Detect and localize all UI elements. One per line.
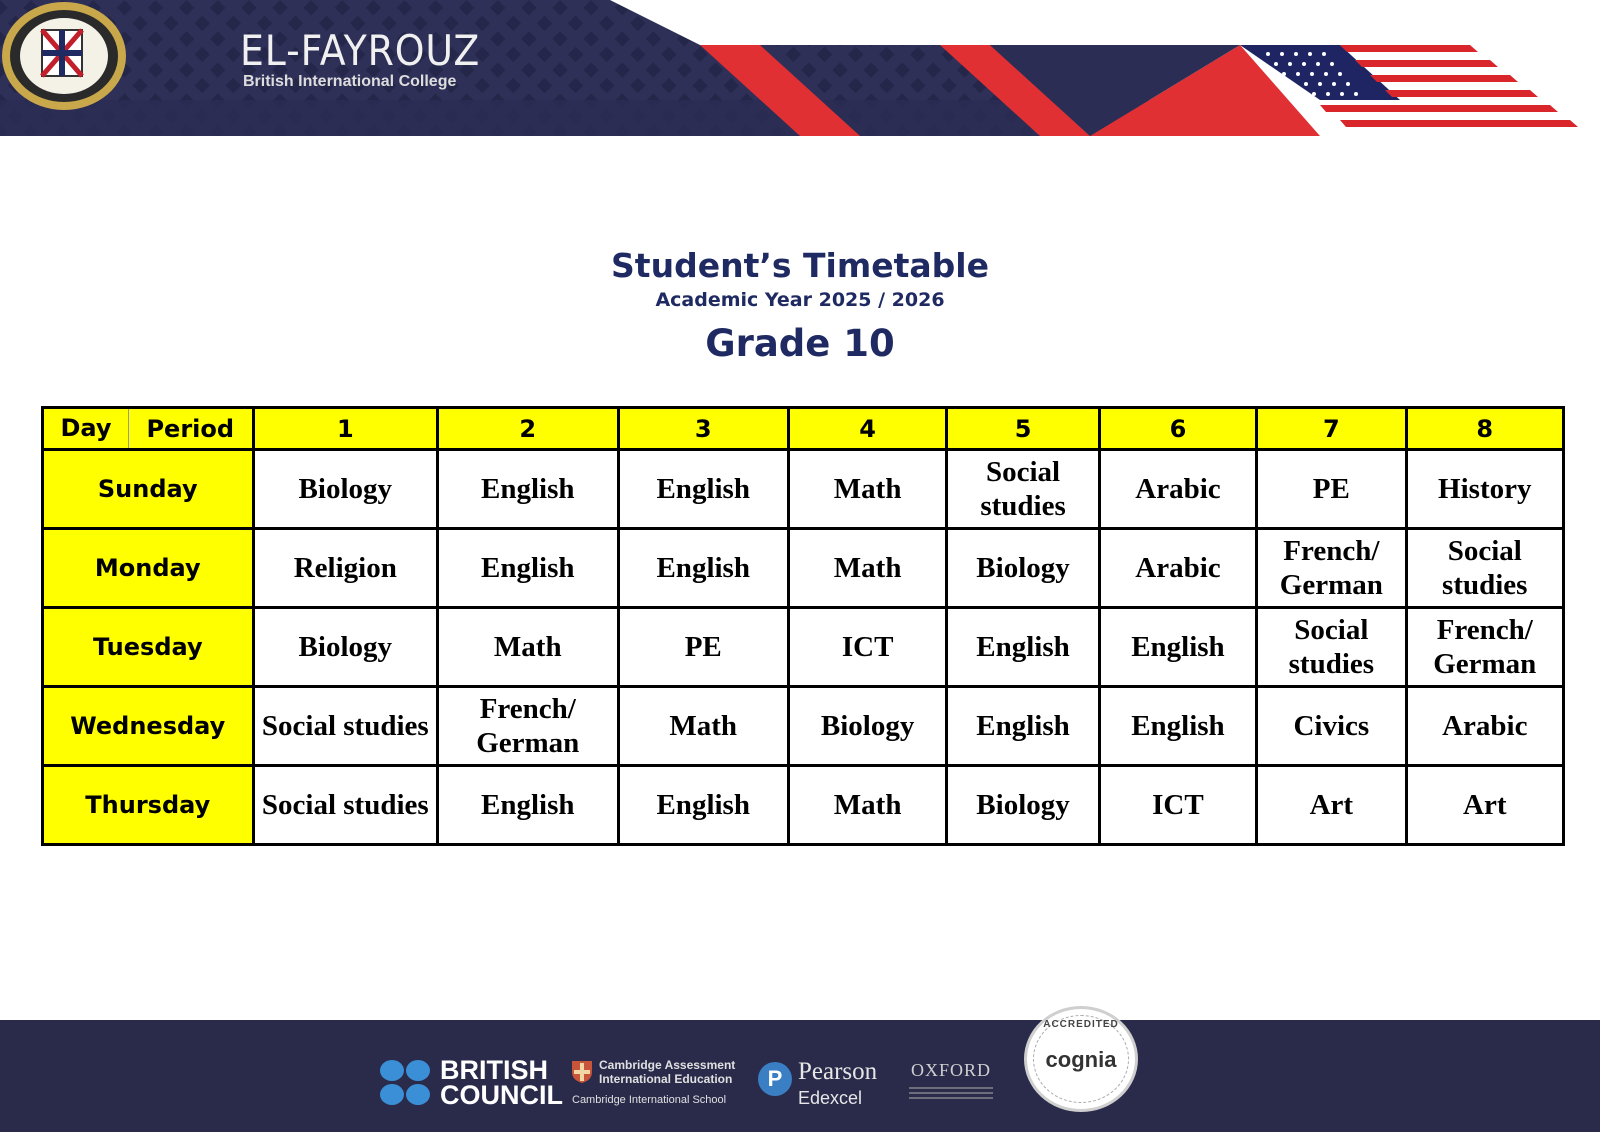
subject-cell: Civics	[1257, 687, 1406, 766]
subject-cell: Math	[618, 687, 788, 766]
oxford-name: OXFORD	[910, 1060, 991, 1080]
table-row	[43, 687, 1564, 766]
brand-subtitle: British International College	[243, 73, 457, 90]
oxford-logo	[904, 1060, 998, 1101]
subject-cell: Arabic	[1099, 529, 1256, 608]
brand-name: EL-FAYROUZ	[240, 26, 481, 75]
subject-cell: Social studies	[253, 687, 437, 766]
subject-cell: Social studies	[1257, 608, 1406, 687]
british-council-line1: BRITISH	[440, 1055, 548, 1085]
table-row	[43, 766, 1564, 845]
pearson-sub: Edexcel	[798, 1088, 863, 1108]
subject-cell: Biology	[947, 529, 1099, 608]
subject-cell: Arabic	[1099, 450, 1256, 529]
header-banner	[0, 0, 1600, 136]
subject-cell: French/ German	[438, 687, 618, 766]
subject-cell: English	[947, 687, 1099, 766]
subject-cell: Math	[788, 766, 946, 845]
subject-cell: French/ German	[1406, 608, 1563, 687]
british-council-line2: COUNCIL	[440, 1080, 563, 1110]
subject-cell: PE	[1257, 450, 1406, 529]
oxford-subtext-graphic	[909, 1087, 993, 1101]
period-header-6: 6	[1099, 408, 1256, 450]
academic-year: Academic Year 2025 / 2026	[655, 289, 945, 311]
subject-cell: Art	[1257, 766, 1406, 845]
cognia-accredited-text: ACCREDITED	[1043, 1019, 1119, 1030]
subject-cell: English	[1099, 687, 1256, 766]
day-thursday: Thursday	[43, 766, 254, 845]
subject-cell: English	[618, 529, 788, 608]
cambridge-line1: Cambridge Assessment	[599, 1058, 736, 1072]
subject-cell: English	[438, 450, 618, 529]
cambridge-shield-icon	[571, 1060, 593, 1084]
subject-cell: Social studies	[947, 450, 1099, 529]
college-seal-logo	[0, 0, 128, 112]
day-wednesday: Wednesday	[43, 687, 254, 766]
subject-cell: Biology	[788, 687, 946, 766]
subject-cell: French/ German	[1257, 529, 1406, 608]
subject-cell: ICT	[788, 608, 946, 687]
subject-cell: Biology	[253, 608, 437, 687]
british-council-logo	[380, 1055, 563, 1110]
period-header-8: 8	[1406, 408, 1563, 450]
period-header-1: 1	[253, 408, 437, 450]
subject-cell: English	[438, 766, 618, 845]
subject-cell: Social studies	[1406, 529, 1563, 608]
day-sunday: Sunday	[43, 450, 254, 529]
subject-cell: English	[1099, 608, 1256, 687]
header-row	[43, 408, 1564, 450]
period-header-2: 2	[438, 408, 618, 450]
day-period-corner	[43, 408, 254, 450]
subject-cell: English	[618, 450, 788, 529]
pearson-mark-icon: P	[758, 1062, 792, 1096]
subject-cell: English	[947, 608, 1099, 687]
subject-cell: PE	[618, 608, 788, 687]
table-row	[43, 450, 1564, 529]
british-council-dots-icon	[380, 1060, 434, 1106]
subject-cell: Biology	[253, 450, 437, 529]
day-monday: Monday	[43, 529, 254, 608]
day-tuesday: Tuesday	[43, 608, 254, 687]
grade-label: Grade 10	[705, 322, 895, 365]
subject-cell: Math	[788, 529, 946, 608]
period-header: Period	[146, 414, 235, 443]
period-header-7: 7	[1257, 408, 1406, 450]
period-header-4: 4	[788, 408, 946, 450]
cambridge-line2: International Education	[599, 1072, 733, 1086]
timetable	[41, 406, 1565, 846]
cambridge-line3: Cambridge International School	[572, 1094, 727, 1106]
table-row	[43, 608, 1564, 687]
subject-cell: Art	[1406, 766, 1563, 845]
subject-cell: History	[1406, 450, 1563, 529]
subject-cell: Social studies	[253, 766, 437, 845]
page-title: Student’s Timetable	[611, 246, 989, 285]
title-block	[0, 246, 1600, 370]
subject-cell: Religion	[253, 529, 437, 608]
pearson-name: Pearson	[798, 1058, 878, 1085]
subject-cell: Biology	[947, 766, 1099, 845]
period-header-3: 3	[618, 408, 788, 450]
table-row	[43, 529, 1564, 608]
cognia-accredited-badge	[1024, 1006, 1138, 1112]
subject-cell: Math	[788, 450, 946, 529]
footer-band	[0, 1020, 1600, 1132]
subject-cell: ICT	[1099, 766, 1256, 845]
subject-cell: English	[438, 529, 618, 608]
period-header-5: 5	[947, 408, 1099, 450]
subject-cell: Math	[438, 608, 618, 687]
subject-cell: Arabic	[1406, 687, 1563, 766]
subject-cell: English	[618, 766, 788, 845]
cognia-name: cognia	[1045, 1047, 1117, 1072]
day-header: Day	[44, 409, 129, 448]
